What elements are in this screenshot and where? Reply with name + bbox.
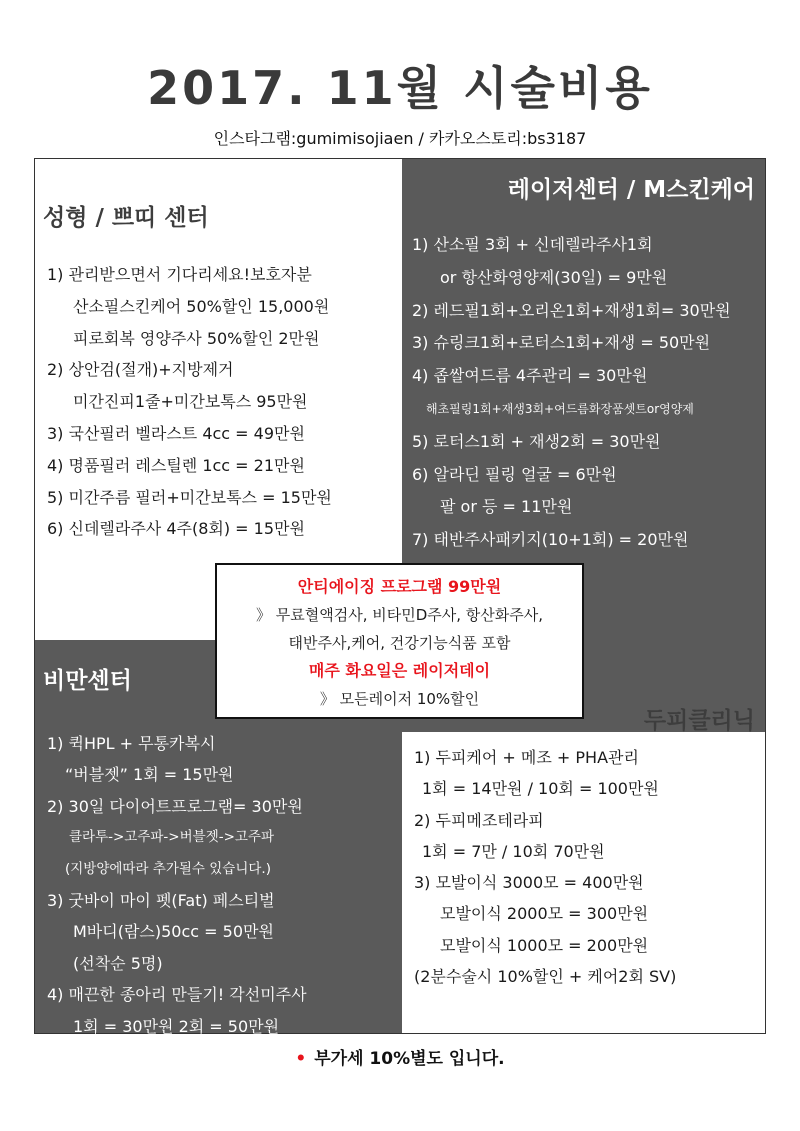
sns-contact-info: 인스타그램:gumimisojiaen / 카카오스토리:bs3187 (213, 129, 587, 148)
price-line: 3) 슈링크1회+로터스1회+재생 = 50만원 (412, 333, 711, 353)
price-line: 2) 30일 다이어트프로그램= 30만원 (47, 796, 303, 816)
price-line: 4) 명품필러 레스틸렌 1cc = 21만원 (47, 455, 305, 475)
price-line: 2) 두피메조테라피 (414, 810, 544, 830)
price-line: M바디(람스)50cc = 50만원 (73, 922, 274, 942)
section-heading-laser: 레이저센터 / M스킨케어 (507, 177, 755, 203)
promo-detail-line: 》 모든레이저 10%할인 (319, 690, 480, 708)
price-line: 3) 굿바이 마이 펫(Fat) 페스티벌 (47, 890, 275, 910)
price-line-note: 해초필링1회+재생3회+여드름화장품셋트or영양제 (426, 401, 694, 416)
promo-title: 안티에이징 프로그램 99만원 (297, 577, 502, 596)
price-line: 5) 로터스1회 + 재생2회 = 30만원 (412, 431, 661, 451)
section-heading-scalp: 두피클리닉 (643, 708, 755, 734)
price-line: 모발이식 1000모 = 200만원 (440, 935, 649, 955)
vat-notice (0, 1044, 800, 1069)
price-line: 5) 미간주름 필러+미간보톡스 = 15만원 (47, 487, 332, 507)
price-line: 3) 국산필러 벨라스트 4cc = 49만원 (47, 423, 305, 443)
price-line: 1) 관리받으면서 기다리세요!보호자분 (47, 265, 312, 284)
scalp-clinic-section (402, 708, 765, 1033)
price-line: or 항산화영양제(30일) = 9만원 (440, 267, 668, 287)
vat-notice-text: 부가세 10%별도 입니다. (314, 1049, 505, 1069)
price-line: 1) 두피케어 + 메조 + PHA관리 (414, 748, 639, 767)
price-line: 산소필스킨케어 50%할인 15,000원 (73, 296, 330, 316)
price-line: 3) 모발이식 3000모 = 400만원 (414, 873, 644, 893)
price-line: 1) 퀵HPL + 무통카복시 (47, 734, 216, 753)
laser-price-list (412, 229, 731, 557)
price-line: 6) 신데렐라주사 4주(8회) = 15만원 (47, 519, 305, 539)
price-line: 모발이식 2000모 = 300만원 (440, 904, 649, 924)
price-line: 1회 = 14만원 / 10회 = 100만원 (422, 779, 659, 799)
price-line: 2) 상안검(절개)+지방제거 (47, 360, 234, 380)
anti-aging-promo-box (215, 563, 584, 719)
price-line: 7) 태반주사패키지(10+1회) = 20만원 (412, 530, 689, 550)
promo-detail-line: 》 무료혈액검사, 비타민D주사, 항산화주사, (255, 606, 543, 624)
price-line: (2분수술시 10%할인 + 케어2회 SV) (414, 967, 677, 987)
obesity-price-list (47, 728, 307, 1042)
section-heading-obesity: 비만센터 (43, 668, 132, 694)
price-line: 4) 매끈한 종아리 만들기! 각선미주사 (47, 985, 307, 1005)
price-line: 클라투->고주파->버블젯->고주파 (69, 829, 275, 846)
price-line: 1회 = 30만원 2회 = 50만원 (73, 1016, 280, 1036)
price-line: 미간진피1줄+미간보톡스 95만원 (73, 392, 308, 412)
price-line: 팔 or 등 = 11만원 (440, 497, 573, 517)
page-title: 2017. 11월 시술비용 (147, 61, 653, 115)
price-line: 2) 레드필1회+오리온1회+재생1회= 30만원 (412, 300, 731, 320)
bullet-icon: • (295, 1049, 307, 1069)
price-line: 피로회복 영양주사 50%할인 2만원 (73, 328, 320, 348)
price-line: 6) 알라딘 필링 얼굴 = 6만원 (412, 464, 617, 484)
laser-day-event: 매주 화요일은 레이저데이 (308, 661, 491, 680)
scalp-price-list (414, 742, 676, 992)
price-line-note: (지방양에따라 추가될수 있습니다.) (65, 860, 271, 877)
price-line: 1회 = 7만 / 10회 70만원 (422, 841, 605, 861)
price-line: 1) 산소필 3회 + 신데렐라주사1회 (412, 235, 653, 254)
price-line: “버블젯” 1회 = 15만원 (65, 765, 234, 785)
price-line: (선착순 5명) (73, 953, 163, 973)
price-line: 4) 좁쌀여드름 4주관리 = 30만원 (412, 366, 648, 386)
promo-detail-line: 태반주사,케어, 건강기능식품 포함 (288, 634, 511, 652)
plastic-price-list (47, 259, 332, 545)
section-heading-plastic: 성형 / 쁘띠 센터 (43, 205, 209, 231)
